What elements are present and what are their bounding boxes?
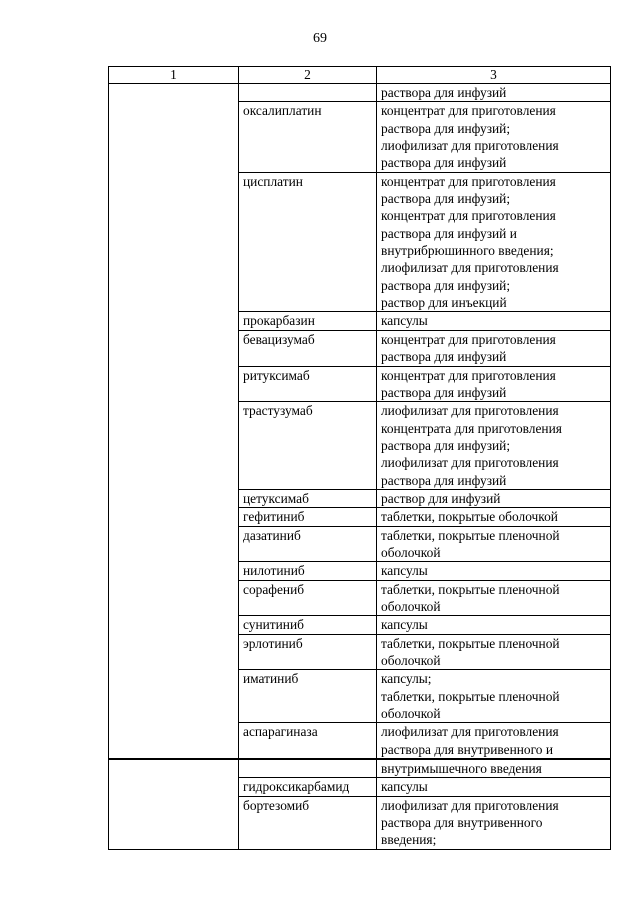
group-cell bbox=[109, 759, 239, 849]
table-header-row bbox=[109, 67, 611, 84]
dosage-form-line: раствора для инфузий; bbox=[381, 277, 511, 293]
dosage-form-line: лиофилизат для приготовления bbox=[381, 724, 559, 740]
dosage-form-line: капсулы bbox=[381, 617, 428, 633]
dosage-form-line: таблетки, покрытые пленочной bbox=[381, 635, 560, 651]
dosage-form-line: раствора для инфузий; bbox=[381, 437, 511, 453]
dosage-form-line: таблетки, покрытые пленочной bbox=[381, 527, 560, 543]
dosage-form-cell bbox=[377, 402, 611, 490]
dosage-form-line: раствор для инъекций bbox=[381, 295, 507, 311]
drug-name-cell: цетуксимаб bbox=[239, 489, 377, 507]
dosage-form-line: лиофилизат для приготовления bbox=[381, 455, 559, 471]
dosage-form-cell bbox=[377, 723, 611, 759]
drug-name-cell: эрлотиниб bbox=[239, 634, 377, 670]
drug-name-cell: иматиниб bbox=[239, 670, 377, 723]
dosage-form-cell bbox=[377, 366, 611, 402]
dosage-form-line: капсулы; bbox=[381, 671, 432, 687]
dosage-form-line: раствора для инфузий bbox=[381, 155, 507, 171]
dosage-form-line: лиофилизат для приготовления bbox=[381, 403, 559, 419]
dosage-form-line: капсулы bbox=[381, 779, 428, 795]
drug-name-cell: нилотиниб bbox=[239, 562, 377, 580]
dosage-form-cell bbox=[377, 312, 611, 330]
dosage-form-cell bbox=[377, 796, 611, 849]
dosage-form-line: раствора для инфузий bbox=[381, 85, 507, 100]
drug-name-cell: сорафениб bbox=[239, 580, 377, 616]
dosage-form-line: раствор для инфузий bbox=[381, 490, 501, 506]
dosage-form-cell bbox=[377, 489, 611, 507]
dosage-form-cell bbox=[377, 616, 611, 634]
drug-name-cell: оксалиплатин bbox=[239, 102, 377, 172]
dosage-form-line: концентрат для приготовления bbox=[381, 208, 556, 224]
dosage-form-line: концентрат для приготовления bbox=[381, 103, 556, 119]
dosage-form-line: внутрибрюшинного введения; bbox=[381, 243, 554, 259]
drug-name-cell: бевацизумаб bbox=[239, 330, 377, 366]
column-header-2: 2 bbox=[239, 67, 377, 84]
dosage-form-line: раствора для внутривенного bbox=[381, 815, 543, 831]
dosage-form-line: раствора для инфузий bbox=[381, 384, 507, 400]
dosage-form-line: капсулы bbox=[381, 563, 428, 579]
drug-name-cell: гефитиниб bbox=[239, 508, 377, 526]
drug-name-cell: дазатиниб bbox=[239, 526, 377, 562]
dosage-form-line: лиофилизат для приготовления bbox=[381, 260, 559, 276]
drug-name-cell: прокарбазин bbox=[239, 312, 377, 330]
drug-name-cell: трастузумаб bbox=[239, 402, 377, 490]
drug-name-cell: ритуксимаб bbox=[239, 366, 377, 402]
column-header-1: 1 bbox=[109, 67, 239, 84]
dosage-form-line: лиофилизат для приготовления bbox=[381, 797, 559, 813]
dosage-form-line: концентрат для приготовления bbox=[381, 173, 556, 189]
drug-name-cell bbox=[239, 759, 377, 778]
dosage-form-line: раствора для внутривенного и bbox=[381, 741, 553, 757]
drug-name-cell: сунитиниб bbox=[239, 616, 377, 634]
dosage-form-line: раствора для инфузий и bbox=[381, 225, 517, 241]
dosage-form-line: оболочкой bbox=[381, 598, 441, 614]
dosage-form-cell bbox=[377, 526, 611, 562]
dosage-form-line: концентрат для приготовления bbox=[381, 331, 556, 347]
dosage-form-line: таблетки, покрытые оболочкой bbox=[381, 509, 558, 525]
dosage-form-line: внутримышечного введения bbox=[381, 761, 542, 777]
drug-name-cell: бортезомиб bbox=[239, 796, 377, 849]
dosage-form-cell bbox=[377, 562, 611, 580]
dosage-form-cell bbox=[377, 759, 611, 778]
drug-name-cell: гидроксикарбамид bbox=[239, 778, 377, 796]
dosage-form-cell bbox=[377, 580, 611, 616]
dosage-form-line: введения; bbox=[381, 832, 437, 848]
dosage-form-line: раствора для инфузий bbox=[381, 472, 507, 488]
dosage-form-cell bbox=[377, 508, 611, 526]
dosage-form-line: раствора для инфузий; bbox=[381, 191, 511, 207]
table-row bbox=[109, 84, 611, 102]
dosage-form-line: капсулы bbox=[381, 313, 428, 329]
dosage-form-line: раствора для инфузий; bbox=[381, 120, 511, 136]
dosage-form-line: раствора для инфузий bbox=[381, 349, 507, 365]
group-cell bbox=[109, 84, 239, 760]
dosage-form-cell bbox=[377, 634, 611, 670]
dosage-form-cell bbox=[377, 102, 611, 172]
dosage-form-line: таблетки, покрытые пленочной bbox=[381, 581, 560, 597]
drug-name-cell bbox=[239, 84, 377, 102]
column-header-3: 3 bbox=[377, 67, 611, 84]
dosage-form-cell bbox=[377, 670, 611, 723]
dosage-form-line: таблетки, покрытые пленочной bbox=[381, 688, 560, 704]
dosage-form-cell bbox=[377, 84, 611, 102]
page-number: 69 bbox=[313, 31, 327, 46]
dosage-form-cell bbox=[377, 172, 611, 312]
dosage-form-line: оболочкой bbox=[381, 653, 441, 668]
drug-name-cell: аспарагиназа bbox=[239, 723, 377, 759]
dosage-form-line: концентрата для приготовления bbox=[381, 420, 562, 436]
drug-name-cell: цисплатин bbox=[239, 172, 377, 312]
table-row bbox=[109, 759, 611, 778]
dosage-form-cell bbox=[377, 778, 611, 796]
dosage-form-line: концентрат для приготовления bbox=[381, 367, 556, 383]
dosage-form-line: оболочкой bbox=[381, 544, 441, 560]
dosage-form-cell bbox=[377, 330, 611, 366]
dosage-form-line: лиофилизат для приготовления bbox=[381, 138, 559, 154]
drug-table bbox=[108, 66, 611, 850]
dosage-form-line: оболочкой bbox=[381, 706, 441, 722]
